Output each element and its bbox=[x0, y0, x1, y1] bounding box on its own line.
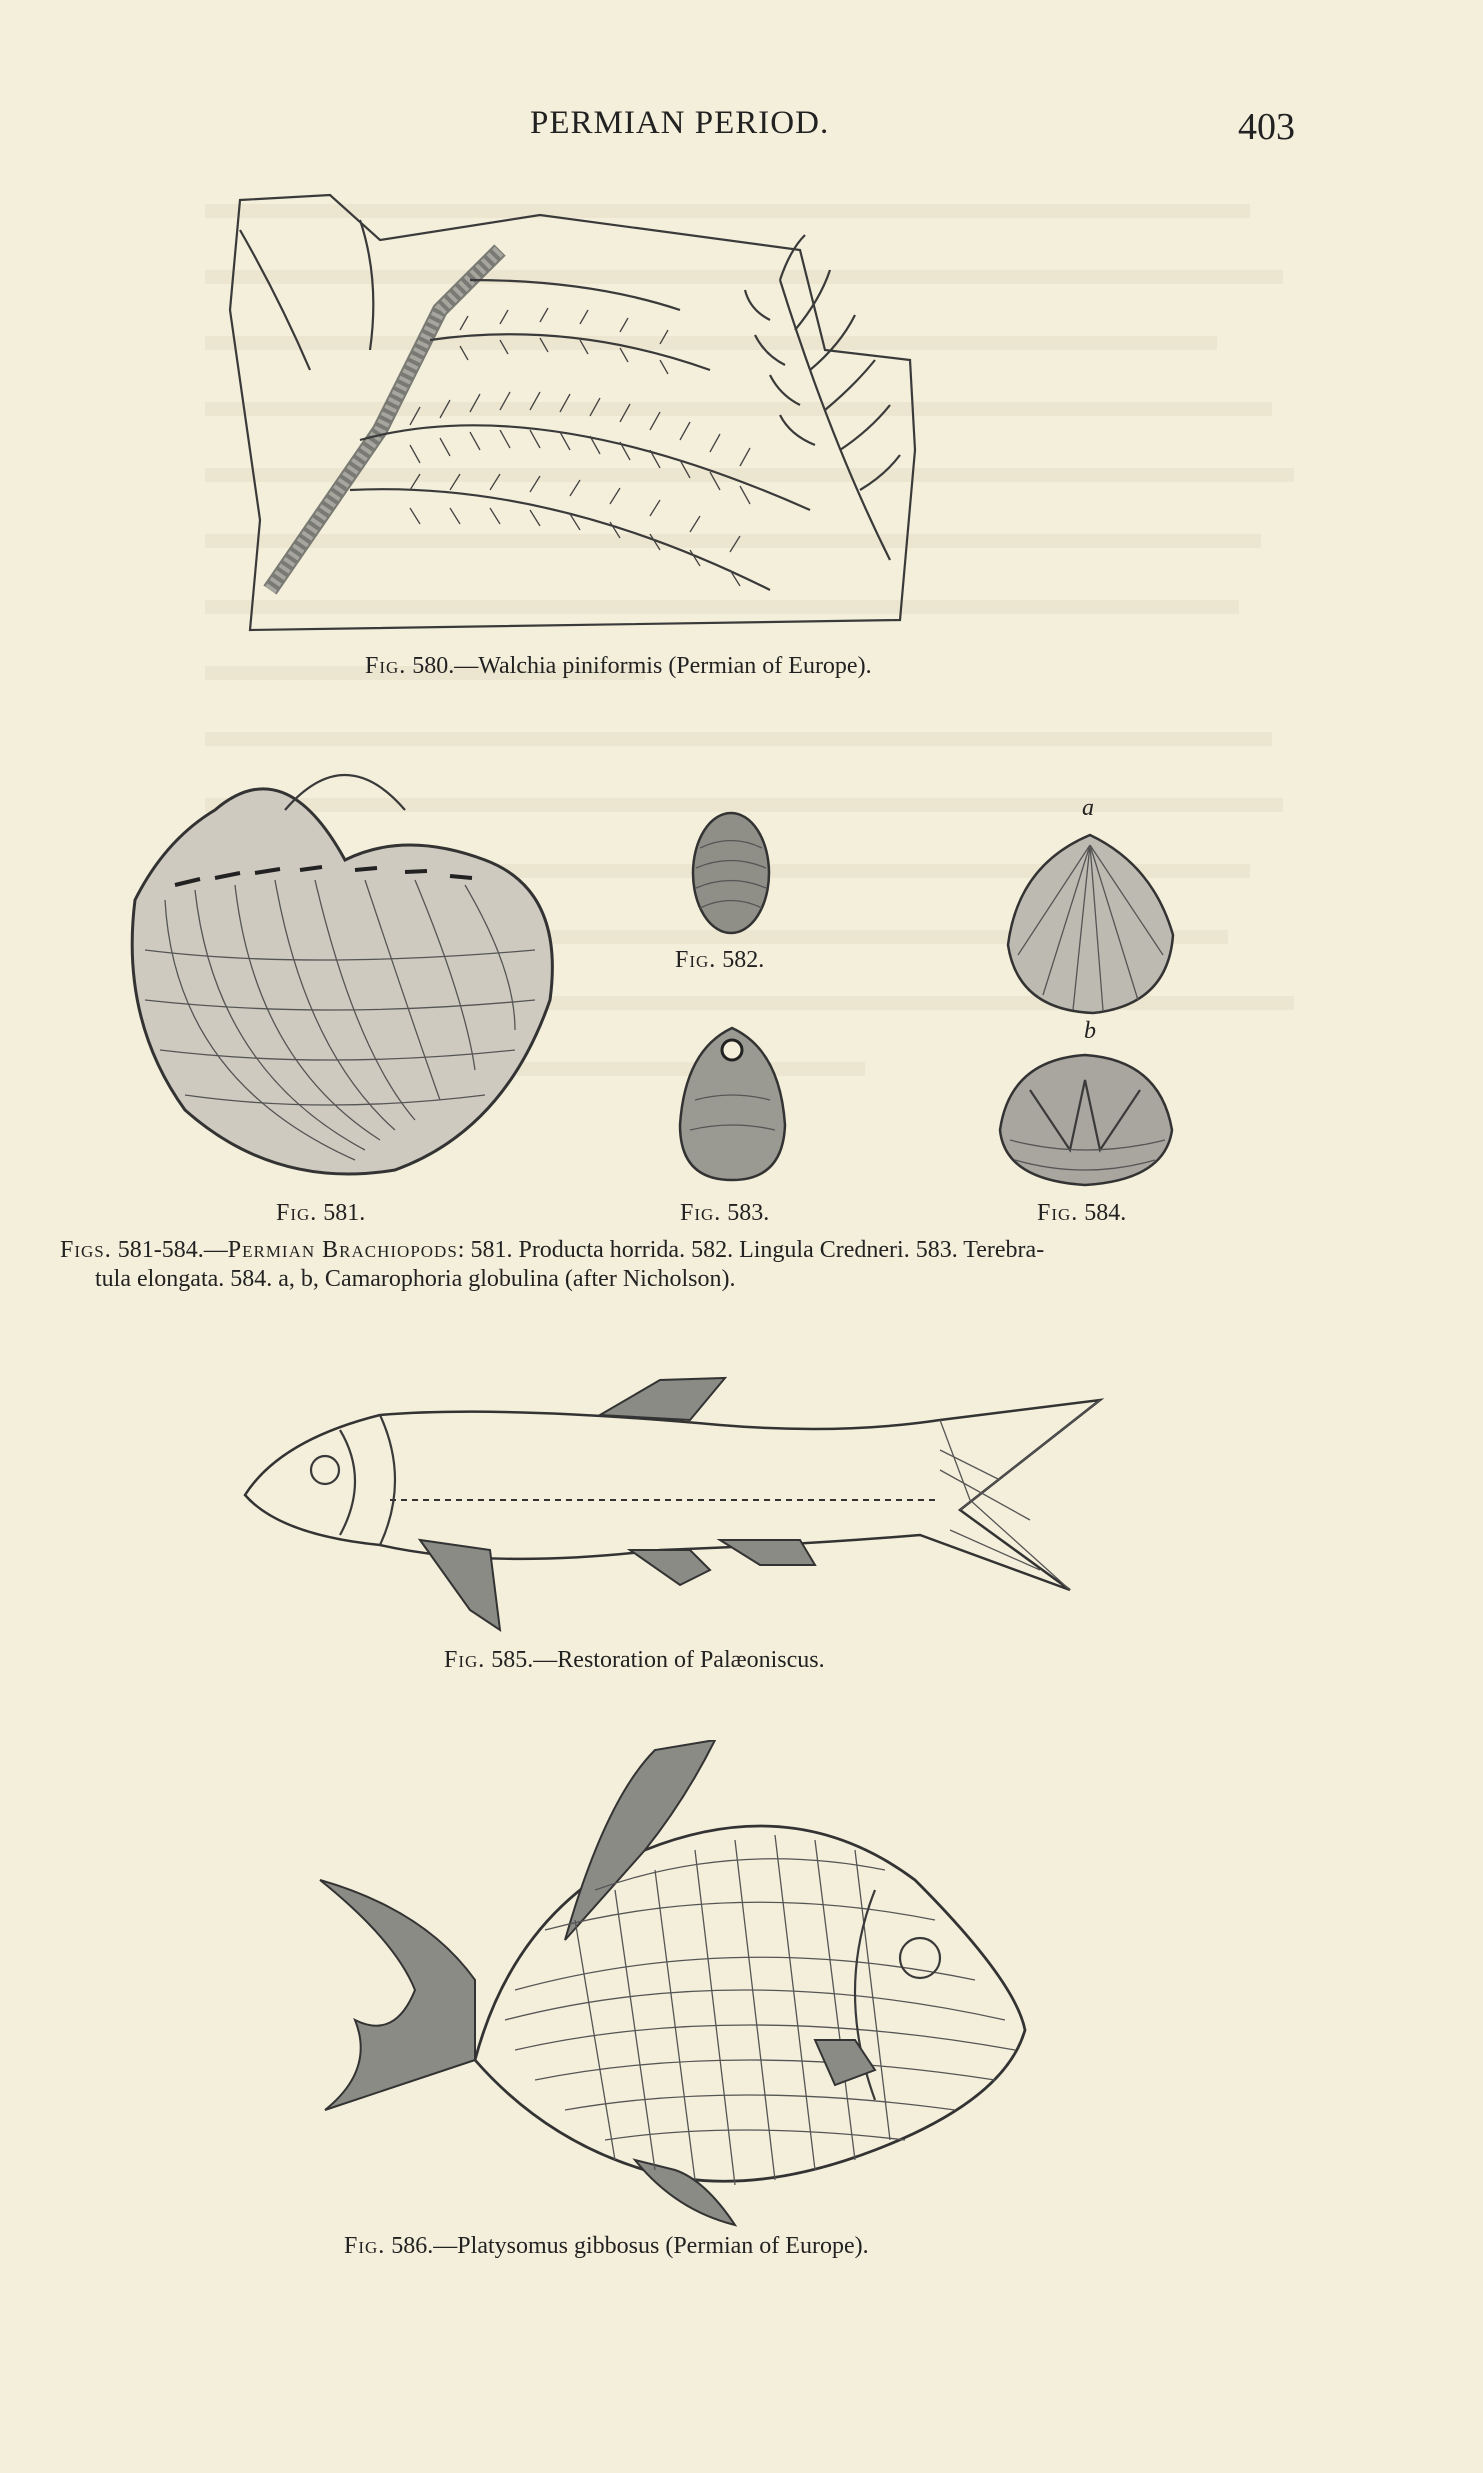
fig-585-text: 585.—Restoration of Palæoniscus. bbox=[485, 1647, 825, 1673]
fig-583-label: Fig. bbox=[680, 1200, 722, 1226]
terebratula-illustration bbox=[675, 1020, 790, 1185]
figs-581-584-line2: tula elongata. 584. a, b, Camarophoria globulina (after Nicholson). bbox=[95, 1266, 736, 1292]
figs-581-584-caption-line1 bbox=[60, 1237, 1044, 1264]
fig-584-label: Fig. bbox=[1037, 1200, 1079, 1226]
fig-582-label: Fig. bbox=[675, 947, 717, 973]
platysomus-illustration bbox=[315, 1740, 1035, 2230]
fig-586-label: Fig. bbox=[344, 2233, 386, 2259]
fig-581-label: Fig. bbox=[276, 1200, 318, 1226]
palaeoniscus-illustration bbox=[240, 1370, 1110, 1640]
figs-581-584-label: Figs. bbox=[60, 1237, 112, 1263]
camarophoria-b-illustration bbox=[990, 1040, 1180, 1190]
fig-584-letter-b: b bbox=[1084, 1018, 1096, 1044]
walchia-slab-illustration bbox=[210, 190, 930, 650]
fig-581-number: 581. bbox=[317, 1200, 366, 1226]
figs-581-584-caption-line2 bbox=[95, 1266, 735, 1293]
fig-586-text: 586.—Platysomus gibbosus (Permian of Europe). bbox=[385, 2233, 869, 2259]
fig-584-letter-a: a bbox=[1082, 795, 1094, 821]
camarophoria-a-illustration bbox=[1003, 825, 1178, 1020]
figs-581-584-range: 581-584.— bbox=[111, 1237, 228, 1263]
lingula-illustration bbox=[688, 808, 774, 938]
fig-580-text: 580.—Walchia piniformis (Permian of Europe). bbox=[406, 653, 872, 679]
page-number: 403 bbox=[1238, 106, 1295, 148]
running-header bbox=[0, 105, 1483, 155]
fig-583-number: 583. bbox=[721, 1200, 770, 1226]
fig-580-label: Fig. bbox=[365, 653, 407, 679]
fig-582-caption bbox=[675, 947, 764, 974]
fig-582-number: 582. bbox=[716, 947, 765, 973]
fig-585-caption bbox=[444, 1647, 825, 1674]
fig-580-caption bbox=[365, 653, 872, 680]
running-title: PERMIAN PERIOD. bbox=[530, 105, 830, 141]
fig-584-number: 584. bbox=[1078, 1200, 1127, 1226]
producta-shell-illustration bbox=[105, 750, 575, 1190]
fig-585-label: Fig. bbox=[444, 1647, 486, 1673]
fig-586-caption bbox=[344, 2233, 869, 2260]
fig-583-caption bbox=[680, 1200, 769, 1227]
figs-581-584-heading: Permian Brachiopods bbox=[227, 1237, 458, 1263]
figs-581-584-line1-rest: : 581. Producta horrida. 582. Lingula Credneri. 583. Terebra- bbox=[457, 1237, 1045, 1263]
fig-581-caption bbox=[276, 1200, 365, 1227]
fig-584-caption bbox=[1037, 1200, 1126, 1227]
